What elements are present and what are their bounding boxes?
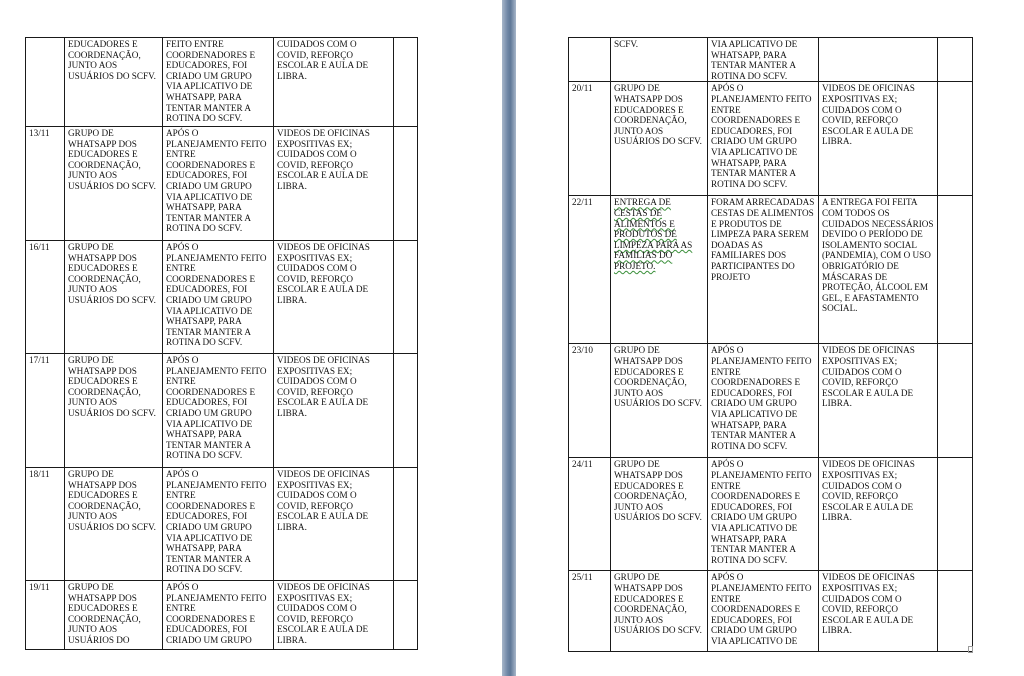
activity-cell[interactable]: GRUPO DE WHATSAPP DOS EDUCADORES E COORDENAÇÃO, JUNTO AOS USUÁRIOS DO SCFV. — [611, 344, 708, 458]
table-row — [569, 196, 973, 344]
result-cell[interactable] — [819, 38, 938, 82]
empty-cell[interactable] — [394, 38, 418, 127]
table-row — [26, 241, 418, 354]
description-cell[interactable]: APÓS O PLANEJAMENTO FEITO ENTRE COORDENADORES E EDUCADORES, FOI CRIADO UM GRUPO VIA APLICATIVO DE — [708, 571, 819, 652]
table-row — [569, 82, 973, 196]
description-cell[interactable]: APÓS O PLANEJAMENTO FEITO ENTRE COORDENADORES E EDUCADORES, FOI CRIADO UM GRUPO — [163, 581, 274, 650]
result-cell[interactable]: VIDEOS DE OFICINAS EXPOSITIVAS EX; CUIDADOS COM O COVID, REFORÇO ESCOLAR E AULA DE LIBRA. — [819, 344, 938, 458]
empty-cell[interactable] — [938, 344, 973, 458]
activity-cell[interactable]: GRUPO DE WHATSAPP DOS EDUCADORES E COORDENAÇÃO, JUNTO AOS USUÁRIOS DO — [65, 581, 163, 650]
activity-table-left — [25, 37, 418, 650]
result-cell[interactable]: VIDEOS DE OFICINAS EXPOSITIVAS EX; CUIDADOS COM O COVID, REFORÇO ESCOLAR E AULA DE LIBRA. — [274, 354, 394, 468]
result-cell[interactable]: CUIDADOS COM O COVID, REFORÇO ESCOLAR E AULA DE LIBRA. — [274, 38, 394, 127]
date-cell[interactable]: 18/11 — [26, 468, 65, 581]
empty-cell[interactable] — [394, 127, 418, 241]
table-row — [26, 581, 418, 650]
result-cell[interactable]: VIDEOS DE OFICINAS EXPOSITIVAS EX; CUIDADOS COM O COVID, REFORÇO ESCOLAR E AULA DE LIBRA. — [274, 241, 394, 354]
description-cell[interactable]: FORAM ARRECADADAS CESTAS DE ALIMENTOS E PRODUTOS DE LIMPEZA PARA SEREM DOADAS AS FAMILIARES DOS PARTICIPANTES DO PROJETO — [708, 196, 819, 344]
date-cell[interactable] — [26, 38, 65, 127]
date-cell[interactable]: 16/11 — [26, 241, 65, 354]
table-row — [26, 38, 418, 127]
table-row — [26, 354, 418, 468]
result-cell[interactable]: VIDEOS DE OFICINAS EXPOSITIVAS EX; CUIDADOS COM O COVID, REFORÇO ESCOLAR E AULA DE LIBRA. — [819, 571, 938, 652]
result-cell[interactable]: VIDEOS DE OFICINAS EXPOSITIVAS EX; CUIDADOS COM O COVID, REFORÇO ESCOLAR E AULA DE LIBRA. — [819, 82, 938, 196]
activity-cell[interactable]: GRUPO DE WHATSAPP DOS EDUCADORES E COORDENAÇÃO, JUNTO AOS USUÁRIOS DO SCFV. — [611, 458, 708, 571]
result-cell[interactable]: VIDEOS DE OFICINAS EXPOSITIVAS EX; CUIDADOS COM O COVID, REFORÇO ESCOLAR E AULA DE LIBRA. — [274, 127, 394, 241]
table-row — [26, 468, 418, 581]
table-row — [26, 127, 418, 241]
date-cell[interactable]: 19/11 — [26, 581, 65, 650]
description-cell[interactable]: VIA APLICATIVO DE WHATSAPP, PARA TENTAR MANTER A ROTINA DO SCFV. — [708, 38, 819, 82]
description-cell[interactable]: APÓS O PLANEJAMENTO FEITO ENTRE COORDENADORES E EDUCADORES, FOI CRIADO UM GRUPO VIA APLICATIVO DE WHATSAPP, PARA TENTAR MANTER A ROTINA DO SCFV. — [163, 241, 274, 354]
empty-cell[interactable] — [938, 196, 973, 344]
empty-cell[interactable] — [938, 38, 973, 82]
date-cell[interactable]: 17/11 — [26, 354, 65, 468]
date-cell[interactable]: 20/11 — [569, 82, 611, 196]
activity-table-right — [568, 37, 973, 652]
empty-cell[interactable] — [938, 458, 973, 571]
date-cell[interactable]: 25/11 — [569, 571, 611, 652]
empty-cell[interactable] — [394, 581, 418, 650]
description-cell[interactable]: APÓS O PLANEJAMENTO FEITO ENTRE COORDENADORES E EDUCADORES, FOI CRIADO UM GRUPO VIA APLICATIVO DE WHATSAPP, PARA TENTAR MANTER A ROTINA DO SCFV. — [708, 458, 819, 571]
date-cell[interactable]: 23/10 — [569, 344, 611, 458]
activity-cell[interactable]: GRUPO DE WHATSAPP DOS EDUCADORES E COORDENAÇÃO, JUNTO AOS USUÁRIOS DO SCFV. — [611, 82, 708, 196]
description-cell[interactable]: APÓS O PLANEJAMENTO FEITO ENTRE COORDENADORES E EDUCADORES, FOI CRIADO UM GRUPO VIA APLICATIVO DE WHATSAPP, PARA TENTAR MANTER A ROTINA DO SCFV. — [708, 82, 819, 196]
table-row — [569, 571, 973, 652]
result-cell[interactable]: VIDEOS DE OFICINAS EXPOSITIVAS EX; CUIDADOS COM O COVID, REFORÇO ESCOLAR E AULA DE LIBRA. — [819, 458, 938, 571]
page-gap-divider — [502, 0, 516, 676]
empty-cell[interactable] — [938, 82, 973, 196]
date-cell[interactable] — [569, 38, 611, 82]
date-cell[interactable]: 22/11 — [569, 196, 611, 344]
activity-cell[interactable]: SCFV. — [611, 38, 708, 82]
activity-text-spellcheck: ENTREGA DE CESTAS DE ALIMENTOS E PRODUTOS DE LIMPEZA PARA AS FAMÍLIAS DO PROJETO. — [614, 197, 693, 271]
document-page-right — [516, 0, 1024, 676]
description-cell[interactable]: APÓS O PLANEJAMENTO FEITO ENTRE COORDENADORES E EDUCADORES, FOI CRIADO UM GRUPO VIA APLICATIVO DE WHATSAPP, PARA TENTAR MANTER A ROTINA DO SCFV. — [708, 344, 819, 458]
table-row — [569, 344, 973, 458]
activity-cell[interactable]: GRUPO DE WHATSAPP DOS EDUCADORES E COORDENAÇÃO, JUNTO AOS USUÁRIOS DO SCFV. — [65, 468, 163, 581]
table-row — [569, 458, 973, 571]
activity-cell[interactable]: GRUPO DE WHATSAPP DOS EDUCADORES E COORDENAÇÃO, JUNTO AOS USUÁRIOS DO SCFV. — [65, 127, 163, 241]
result-cell[interactable]: VIDEOS DE OFICINAS EXPOSITIVAS EX; CUIDADOS COM O COVID, REFORÇO ESCOLAR E AULA DE LIBRA. — [274, 468, 394, 581]
description-cell[interactable]: APÓS O PLANEJAMENTO FEITO ENTRE COORDENADORES E EDUCADORES, FOI CRIADO UM GRUPO VIA APLICATIVO DE WHATSAPP, PARA TENTAR MANTER A ROTINA DO SCFV. — [163, 127, 274, 241]
document-page-left — [0, 0, 502, 676]
date-cell[interactable]: 24/11 — [569, 458, 611, 571]
empty-cell[interactable] — [938, 571, 973, 652]
result-cell[interactable]: A ENTREGA FOI FEITA COM TODOS OS CUIDADOS NECESSÁRIOS DEVIDO O PERÍODO DE ISOLAMENTO SOCIAL (PANDEMIA), COM O USO OBRIGATÓRIO DE MÁSCARAS DE PROTEÇÃO, ÁLCOOL EM GEL, E AFASTAMENTO SOCIAL. — [819, 196, 938, 344]
activity-cell[interactable]: GRUPO DE WHATSAPP DOS EDUCADORES E COORDENAÇÃO, JUNTO AOS USUÁRIOS DO SCFV. — [65, 241, 163, 354]
description-cell[interactable]: FEITO ENTRE COORDENADORES E EDUCADORES, FOI CRIADO UM GRUPO VIA APLICATIVO DE WHATSAPP, PARA TENTAR MANTER A ROTINA DO SCFV. — [163, 38, 274, 127]
activity-cell[interactable] — [611, 196, 708, 344]
activity-cell[interactable]: EDUCADORES E COORDENAÇÃO, JUNTO AOS USUÁRIOS DO SCFV. — [65, 38, 163, 127]
paragraph-mark-icon — [968, 646, 973, 653]
empty-cell[interactable] — [394, 241, 418, 354]
empty-cell[interactable] — [394, 354, 418, 468]
activity-cell[interactable]: GRUPO DE WHATSAPP DOS EDUCADORES E COORDENAÇÃO, JUNTO AOS USUÁRIOS DO SCFV. — [65, 354, 163, 468]
date-cell[interactable]: 13/11 — [26, 127, 65, 241]
activity-cell[interactable]: GRUPO DE WHATSAPP DOS EDUCADORES E COORDENAÇÃO, JUNTO AOS USUÁRIOS DO SCFV. — [611, 571, 708, 652]
description-cell[interactable]: APÓS O PLANEJAMENTO FEITO ENTRE COORDENADORES E EDUCADORES, FOI CRIADO UM GRUPO VIA APLICATIVO DE WHATSAPP, PARA TENTAR MANTER A ROTINA DO SCFV. — [163, 468, 274, 581]
empty-cell[interactable] — [394, 468, 418, 581]
result-cell[interactable]: VIDEOS DE OFICINAS EXPOSITIVAS EX; CUIDADOS COM O COVID, REFORÇO ESCOLAR E AULA DE LIBRA. — [274, 581, 394, 650]
description-cell[interactable]: APÓS O PLANEJAMENTO FEITO ENTRE COORDENADORES E EDUCADORES, FOI CRIADO UM GRUPO VIA APLICATIVO DE WHATSAPP, PARA TENTAR MANTER A ROTINA DO SCFV. — [163, 354, 274, 468]
table-row — [569, 38, 973, 82]
